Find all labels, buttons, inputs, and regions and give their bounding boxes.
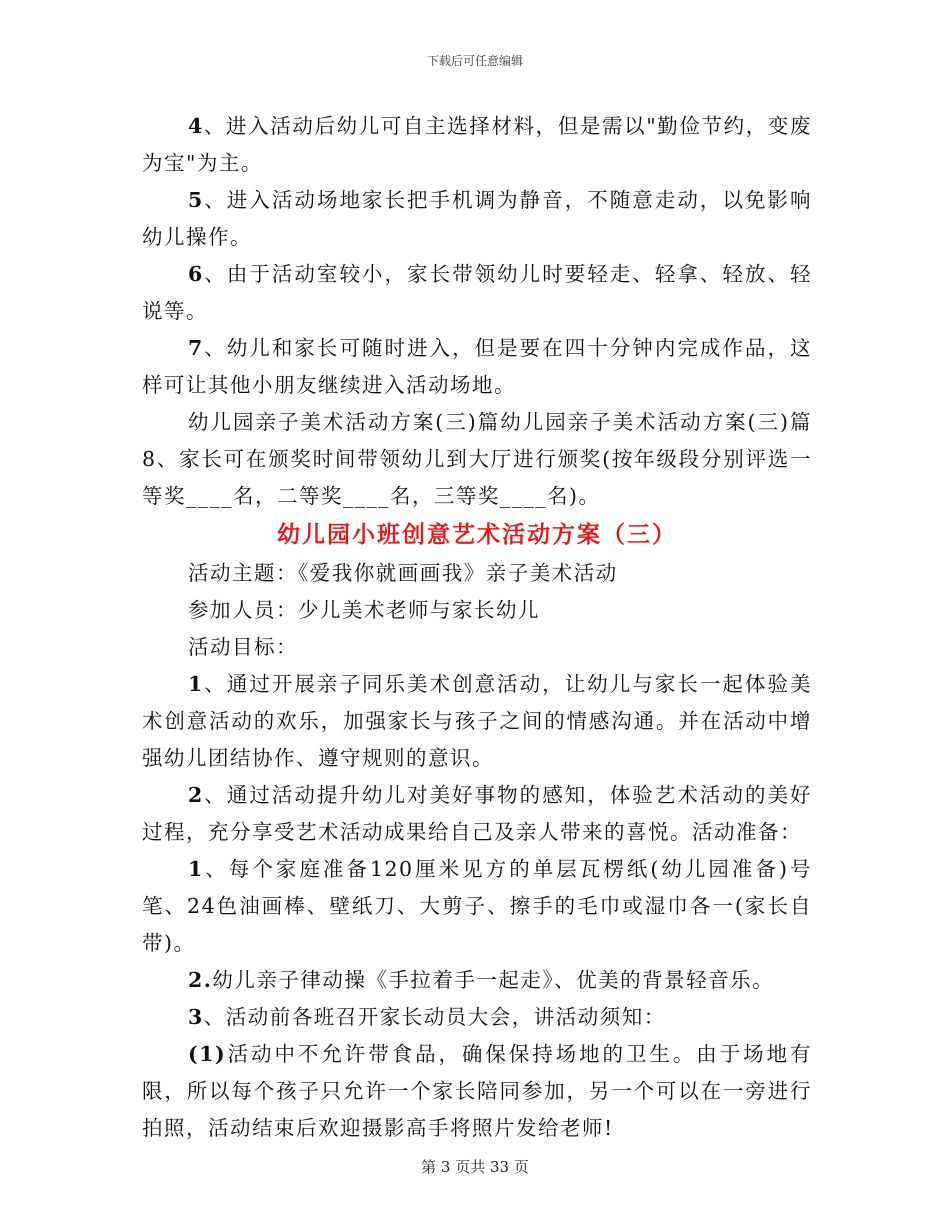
item-number: 7 bbox=[188, 336, 204, 360]
item-number: 1 bbox=[188, 672, 204, 696]
paragraph-text: 活动中不允许带食品，确保保持场地的卫生。由于场地有限，所以每个孩子只允许一个家长陪同参加，另一个可以在一旁进行拍照，活动结束后欢迎摄影高手将照片发给老师! bbox=[142, 1042, 812, 1140]
page-header: 下载后可任意编辑 bbox=[426, 54, 523, 68]
goals-label: 活动目标： bbox=[188, 635, 298, 659]
item-number: 1 bbox=[188, 857, 204, 881]
paragraph-text: 、由于活动室较小，家长带领幼儿时要轻走、轻拿、轻放、轻说等。 bbox=[142, 262, 812, 323]
activity-theme: 活动主题：《爱我你就画画我》亲子美术活动 bbox=[188, 561, 618, 585]
prep-item-2 bbox=[142, 962, 812, 999]
prep-item-1 bbox=[142, 851, 812, 962]
note-item-1 bbox=[142, 1036, 812, 1147]
item-number: 3 bbox=[188, 1005, 204, 1029]
paragraph-item-7 bbox=[142, 330, 812, 404]
paragraph-text: 、活动前各班召开家长动员大会，讲活动须知： bbox=[203, 1005, 666, 1029]
item-number: 2 bbox=[188, 783, 204, 807]
item-number: 6 bbox=[188, 262, 204, 286]
document-body bbox=[142, 108, 812, 1147]
paragraph-text: 幼儿亲子律动操《手拉着手一起走》、优美的背景轻音乐。 bbox=[212, 968, 775, 992]
item-number: 4 bbox=[188, 114, 204, 138]
goal-item-2 bbox=[142, 777, 812, 851]
paragraph-mixed: 幼儿园亲子美术活动方案(三)篇幼儿园亲子美术活动方案(三)篇8、家长可在颁奖时间带领幼儿到大厅进行颁奖(按年级段分别评选一等奖____名，二等奖____名，三等奖____名)。 bbox=[142, 410, 812, 508]
paragraph-item-5 bbox=[142, 182, 812, 256]
paragraph-item-6 bbox=[142, 256, 812, 330]
item-number: (1) bbox=[188, 1042, 227, 1066]
page-footer: 第 3 页共 33 页 bbox=[421, 1158, 529, 1176]
goal-item-1 bbox=[142, 666, 812, 777]
prep-item-3 bbox=[142, 999, 812, 1036]
paragraph-text: 、通过开展亲子同乐美术创意活动，让幼儿与家长一起体验美术创意活动的欢乐，加强家长与孩子之间的情感沟通。并在活动中增强幼儿团结协作、遵守规则的意识。 bbox=[142, 672, 812, 770]
paragraph-text: 、每个家庭准备120厘米见方的单层瓦楞纸(幼儿园准备)号笔、24色油画棒、壁纸刀、大剪子、擦手的毛巾或湿巾各一(家长自带)。 bbox=[142, 857, 812, 955]
item-number: 5 bbox=[188, 188, 204, 212]
item-number: 2. bbox=[188, 968, 213, 992]
section-title: 幼儿园小班创意艺术活动方案（三） bbox=[277, 521, 677, 548]
paragraph-text: 、进入活动场地家长把手机调为静音，不随意走动，以免影响幼儿操作。 bbox=[142, 188, 812, 249]
paragraph-text: 、进入活动后幼儿可自主选择材料，但是需以"勤俭节约，变废为宝"为主。 bbox=[142, 114, 812, 175]
paragraph-text: 、通过活动提升幼儿对美好事物的感知，体验艺术活动的美好过程，充分享受艺术活动成果给自己及亲人带来的喜悦。活动准备： bbox=[142, 783, 812, 844]
paragraph-text: 、幼儿和家长可随时进入，但是要在四十分钟内完成作品，这样可让其他小朋友继续进入活动场地。 bbox=[142, 336, 812, 397]
participants: 参加人员：少儿美术老师与家长幼儿 bbox=[188, 598, 540, 622]
paragraph-item-4 bbox=[142, 108, 812, 182]
